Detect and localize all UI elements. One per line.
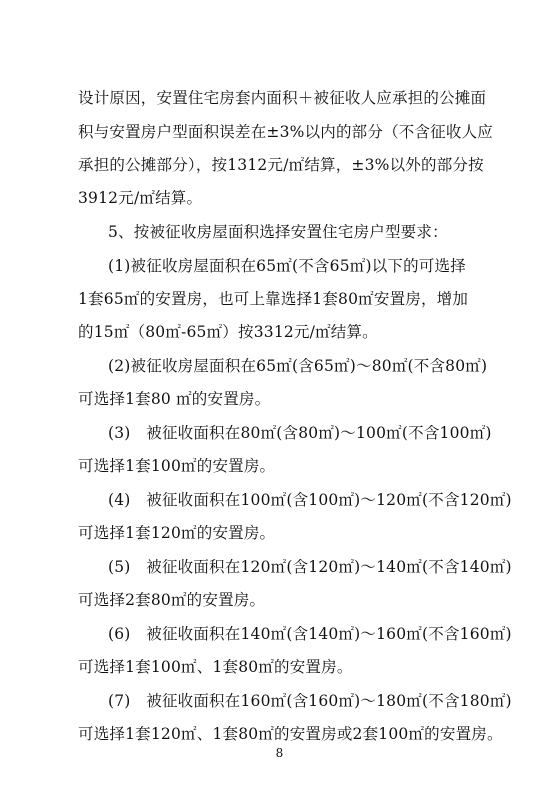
section-heading: 5、按被征收房屋面积选择安置住宅房户型要求： — [108, 223, 448, 241]
list-item-continuation: 的15㎡（80㎡-65㎡）按3312元/㎡结算。 — [78, 323, 378, 341]
list-item-continuation: 可选择1套120㎡的安置房。 — [78, 524, 276, 542]
list-item-continuation: 可选择1套100㎡的安置房。 — [78, 457, 276, 475]
list-item: (7) 被征收面积在160㎡(含160㎡)～180㎡(不含180㎡) — [108, 692, 512, 710]
paragraph-line: 积与安置房户型面积误差在±3%以内的部分（不含征收人应 — [78, 123, 493, 141]
paragraph-line: 设计原因，安置住宅房套内面积＋被征收人应承担的公摊面 — [78, 89, 487, 107]
list-item: (3) 被征收面积在80㎡(含80㎡)～100㎡(不含100㎡) — [108, 424, 492, 442]
list-item: (1)被征收房屋面积在65㎡(不含65㎡)以下的可选择 — [108, 257, 466, 275]
list-item-continuation: 可选择1套80 ㎡的安置房。 — [78, 390, 271, 408]
paragraph-line: 3912元/㎡结算。 — [78, 189, 203, 207]
list-item: (4) 被征收面积在100㎡(含100㎡)～120㎡(不含120㎡) — [108, 491, 512, 509]
paragraph-line: 承担的公摊部分），按1312元/㎡结算，±3%以外的部分按 — [78, 156, 484, 174]
list-item-continuation: 可选择2套80㎡的安置房。 — [78, 591, 266, 609]
list-item-continuation: 可选择1套100㎡、1套80㎡的安置房。 — [78, 658, 353, 676]
list-item-continuation: 1套65㎡的安置房，也可上靠选择1套80㎡安置房，增加 — [78, 290, 469, 308]
list-item: (6) 被征收面积在140㎡(含140㎡)～160㎡(不含160㎡) — [108, 625, 512, 643]
list-item: (2)被征收房屋面积在65㎡(含65㎡)～80㎡(不含80㎡) — [108, 357, 488, 375]
page-number: 8 — [275, 746, 284, 760]
list-item-continuation: 可选择1套120㎡、1套80㎡的安置房或2套100㎡的安置房。 — [78, 725, 503, 743]
list-item: (5) 被征收面积在120㎡(含120㎡)～140㎡(不含140㎡) — [108, 558, 512, 576]
